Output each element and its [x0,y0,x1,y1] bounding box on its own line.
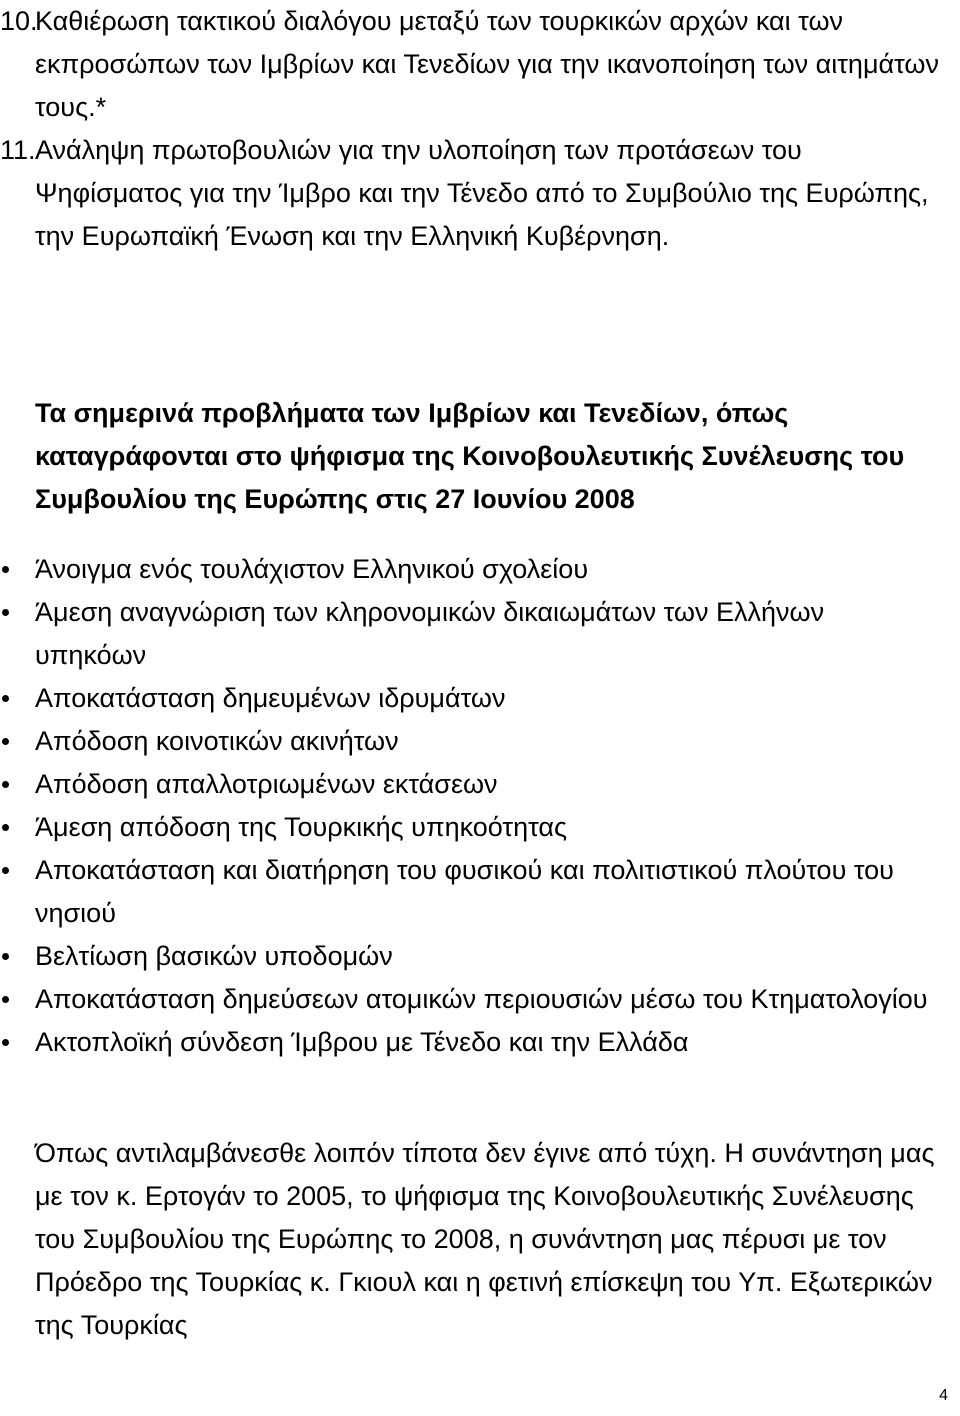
bullet-text: Αποκατάσταση και διατήρηση του φυσικού και πολιτιστικού πλούτου του νησιού [35,855,894,928]
bullet-item [0,763,940,806]
bullet-text: Απόδοση κοινοτικών ακινήτων [35,726,399,756]
numbered-item [0,129,940,258]
bullet-icon [2,609,9,616]
bullet-item [0,548,940,591]
item-text: Ανάληψη πρωτοβουλιών για την υλοποίηση των προτάσεων του Ψηφίσματος για την Ίμβρο και την Τένεδο από το Συμβούλιο της Ευρώπης, την Ευρωπαϊκή Ένωση και την Ελληνική Κυβέρνηση. [35,135,929,251]
bullet-item [0,1021,940,1064]
bullet-text: Αποκατάσταση δημευμένων ιδρυμάτων [35,683,506,713]
bullet-item [0,849,940,935]
item-number: 10. [0,6,38,36]
numbered-list [0,0,940,258]
bullet-text: Άμεση απόδοση της Τουρκικής υπηκοότητας [35,812,567,842]
bullet-item [0,935,940,978]
bullet-text: Απόδοση απαλλοτριωμένων εκτάσεων [35,769,498,799]
numbered-item [0,0,940,129]
bullet-icon [2,781,9,788]
bullet-icon [2,566,9,573]
bullet-list [0,548,940,1064]
item-number: 11. [0,135,36,165]
bullet-text: Άμεση αναγνώριση των κληρονομικών δικαιωμάτων των Ελλήνων υπηκόων [35,597,825,670]
page-number: 4 [939,1387,948,1404]
bullet-icon [2,738,9,745]
section-heading: Τα σημερινά προβλήματα των Ιμβρίων και Τενεδίων, όπως καταγράφονται στο ψήφισμα της Κοινοβουλευτικής Συνέλευσης του Συμβουλίου της Ευρώπης στις 27 Ιουνίου 2008 [35,398,905,514]
bullet-item [0,978,940,1021]
bullet-text: Βελτίωση βασικών υποδομών [35,941,393,971]
bullet-text: Αποκατάσταση δημεύσεων ατομικών περιουσιών μέσω του Κτηματολογίου [35,984,928,1014]
bullet-icon [2,695,9,702]
bullet-icon [2,996,9,1003]
bullet-item [0,720,940,763]
bullet-item [0,677,940,720]
item-text: Καθιέρωση τακτικού διαλόγου μεταξύ των τουρκικών αρχών και των εκπροσώπων των Ιμβρίων και Τενεδίων για την ικανοποίηση των αιτημάτων τους.* [35,6,939,122]
bullet-item [0,806,940,849]
bullet-icon [2,867,9,874]
bullet-item [0,591,940,677]
bullet-icon [2,824,9,831]
bullet-icon [2,953,9,960]
bullet-text: Άνοιγμα ενός τουλάχιστον Ελληνικού σχολείου [35,554,589,584]
bullet-icon [2,1039,9,1046]
bullet-text: Ακτοπλοϊκή σύνδεση Ίμβρου με Τένεδο και την Ελλάδα [35,1027,689,1057]
closing-paragraph: Όπως αντιλαμβάνεσθε λοιπόν τίποτα δεν έγινε από τύχη. Η συνάντηση μας με τον κ. Ερτογάν το 2005, το ψήφισμα της Κοινοβουλευτικής Συνέλευσης του Συμβουλίου της Ευρώπης το 2008, η συνάντηση μας πέρυσι με τον Πρόεδρο της Τουρκίας κ. Γκιουλ και η φετινή επίσκεψη του Υπ. Εξωτερικών της Τουρκίας [35,1138,935,1340]
